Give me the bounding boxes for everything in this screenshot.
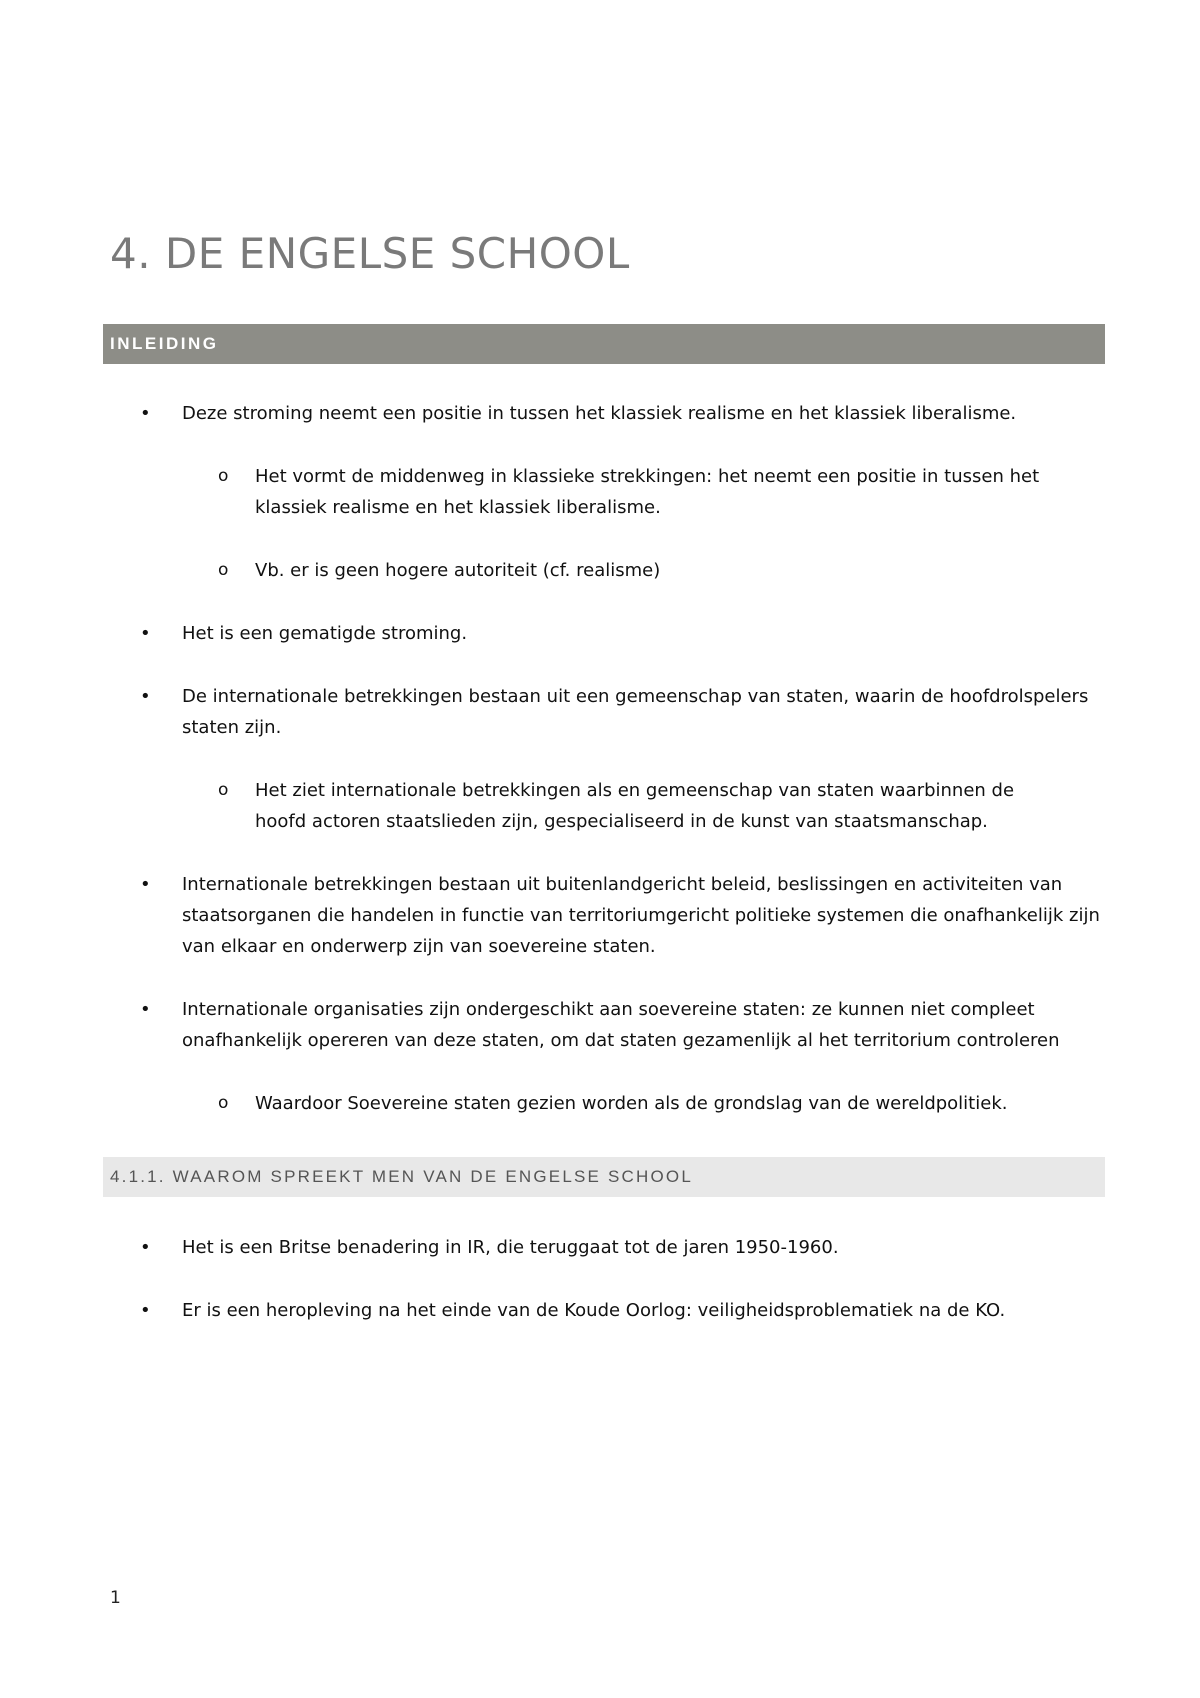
sub-list-item-text: Het ziet internationale betrekkingen als en gemeenschap van staten waarbinnen de hoofd actoren staatslieden zijn, gespecialiseerd in de kunst van staatsmanschap. xyxy=(255,780,1015,832)
sub-list-item-text: Het vormt de middenweg in klassieke strekkingen: het neemt een positie in tussen het klassiek realisme en het klassiek liberalisme. xyxy=(255,466,1040,518)
list-item-text: Deze stroming neemt een positie in tussen het klassiek realisme en het klassiek liberalisme. xyxy=(182,403,1017,424)
list-item xyxy=(0,994,1102,1056)
list-item-text: Het is een Britse benadering in IR, die teruggaat tot de jaren 1950-1960. xyxy=(182,1237,839,1258)
bullet-icon: • xyxy=(140,1237,151,1258)
list-item xyxy=(0,1232,1102,1263)
bullet-icon: • xyxy=(140,999,151,1020)
bullet-icon: • xyxy=(140,1300,151,1321)
sub-bullet-list xyxy=(0,1232,1102,1358)
list-item-text: Het is een gematigde stroming. xyxy=(182,623,468,644)
bullet-icon: • xyxy=(140,623,151,644)
sub-list-item xyxy=(0,775,1067,837)
list-item-text: Internationale betrekkingen bestaan uit buitenlandgericht beleid, beslissingen en activiteiten van staatsorganen die handelen in functie van territoriumgericht politieke systemen die onafhankelijk zijn van elkaar en onderwerp zijn van soevereine staten. xyxy=(182,874,1100,957)
section-heading-inleiding: INLEIDING xyxy=(103,324,1105,364)
list-item xyxy=(0,681,1102,743)
list-item-text: De internationale betrekkingen bestaan uit een gemeenschap van staten, waarin de hoofdrolspelers staten zijn. xyxy=(182,686,1089,738)
bullet-icon: • xyxy=(140,874,151,895)
sub-list-item xyxy=(0,461,1067,523)
list-item xyxy=(0,1295,1102,1326)
list-item xyxy=(0,869,1102,962)
list-item-text: Internationale organisaties zijn ondergeschikt aan soevereine staten: ze kunnen niet compleet onafhankelijk opereren van deze staten, om dat staten gezamenlijk al het territorium controleren xyxy=(182,999,1060,1051)
circle-bullet-icon: o xyxy=(218,780,229,800)
sub-list-item-text: Vb. er is geen hogere autoriteit (cf. realisme) xyxy=(255,560,661,581)
circle-bullet-icon: o xyxy=(218,560,229,580)
circle-bullet-icon: o xyxy=(218,466,229,486)
list-item xyxy=(0,618,1102,649)
intro-bullet-list xyxy=(0,398,1102,1151)
sub-list-item xyxy=(0,1088,1067,1119)
section-heading-engelse-school: 4.1.1. WAAROM SPREEKT MEN VAN DE ENGELSE SCHOOL xyxy=(103,1157,1105,1197)
sub-list-item-text: Waardoor Soevereine staten gezien worden als de grondslag van de wereldpolitiek. xyxy=(255,1093,1008,1114)
list-item-text: Er is een heropleving na het einde van de Koude Oorlog: veiligheidsproblematiek na de KO. xyxy=(182,1300,1006,1321)
circle-bullet-icon: o xyxy=(218,1093,229,1113)
sub-list-item xyxy=(0,555,1067,586)
page-number: 1 xyxy=(110,1588,121,1608)
list-item xyxy=(0,398,1102,429)
bullet-icon: • xyxy=(140,403,151,424)
bullet-icon: • xyxy=(140,686,151,707)
page-title: 4. DE ENGELSE SCHOOL xyxy=(110,229,630,278)
